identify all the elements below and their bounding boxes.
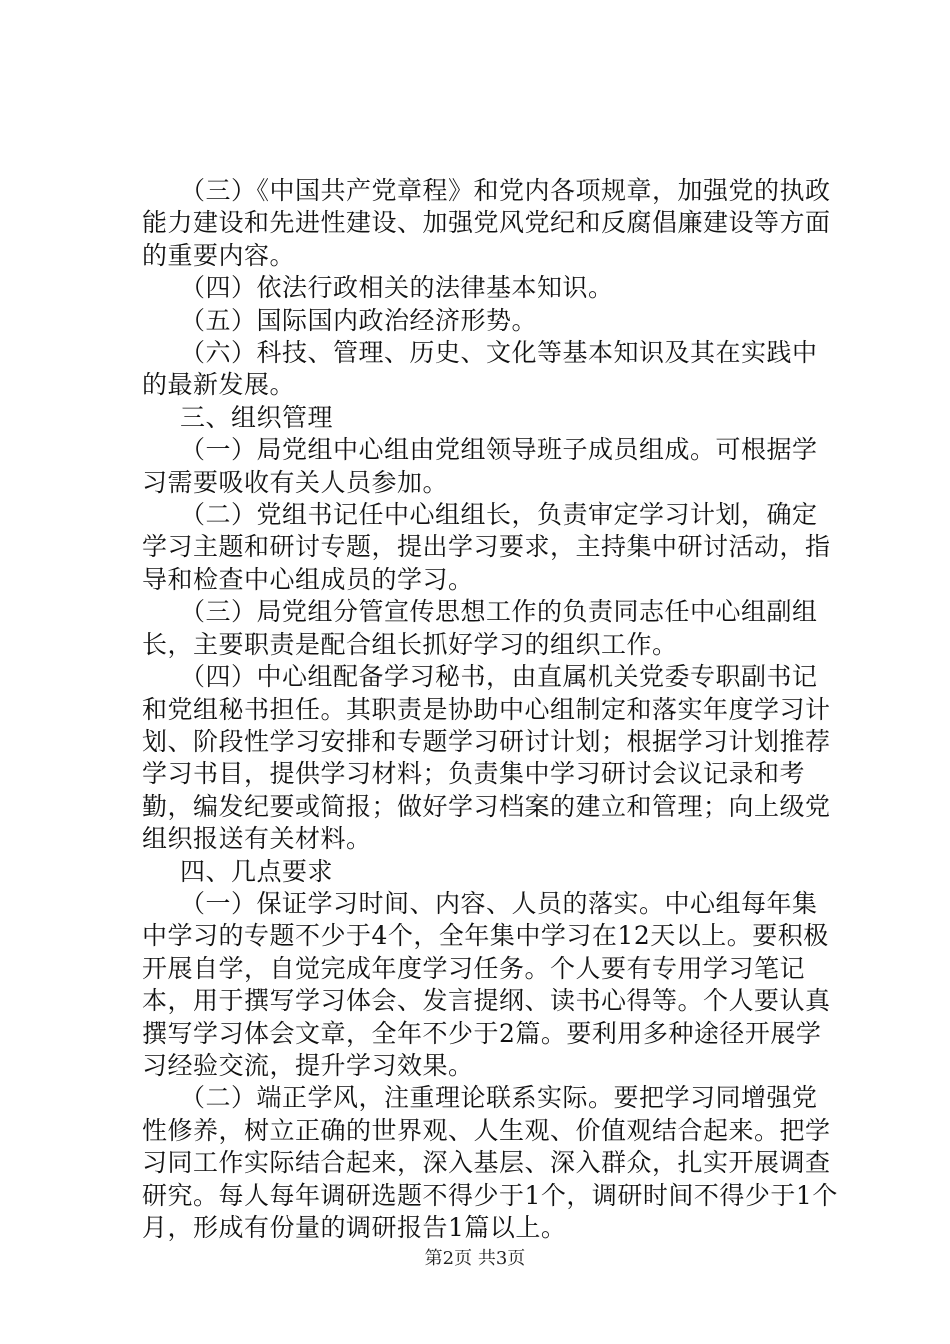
paragraph: （六）科技、管理、历史、文化等基本知识及其在实践中的最新发展。 (142, 338, 818, 400)
paragraph: （一）局党组中心组由党组领导班子成员组成。可根据学习需要吸收有关人员参加。 (142, 435, 818, 497)
paragraph: （四）中心组配备学习秘书，由直属机关党委专职副书记和党组秘书担任。其职责是协助中心组制定和落实年度学习计划、阶段性学习安排和专题学习研讨计划；根据学习计划推荐学习书目，提供学习材料；负责集中学习研讨会议记录和考勤，编发纪要或简报；做好学习档案的建立和管理；向上级党组织报送有关材料。 (142, 662, 831, 854)
paragraph: （二）党组书记任中心组组长，负责审定学习计划，确定学习主题和研讨专题，提出学习要求，主持集中研讨活动，指导和检查中心组成员的学习。 (142, 500, 831, 594)
document-body (142, 175, 842, 1244)
page-footer: 第2页 共3页 (424, 1248, 526, 1269)
paragraph: （一）保证学习时间、内容、人员的落实。中心组每年集中学习的专题不少于4个，全年集中学习在12天以上。要积极开展自学，自觉完成年度学习任务。个人要有专用学习笔记本，用于撰写学习体会、发言提纲、读书心得等。个人要认真撰写学习体会文章，全年不少于2篇。要利用多种途径开展学习经验交流，提升学习效果。 (142, 888, 831, 1080)
paragraph: （三）局党组分管宣传思想工作的负责同志任中心组副组长，主要职责是配合组长抓好学习的组织工作。 (142, 597, 818, 659)
paragraph: 三、组织管理 (180, 402, 334, 432)
paragraph: （五）国际国内政治经济形势。 (180, 305, 538, 335)
paragraph: （三）《中国共产党章程》和党内各项规章，加强党的执政能力建设和先进性建设、加强党风党纪和反腐倡廉建设等方面的重要内容。 (142, 176, 831, 270)
paragraph: 四、几点要求 (180, 856, 334, 886)
paragraph: （四）依法行政相关的法律基本知识。 (180, 273, 614, 303)
paragraph: （二）端正学风，注重理论联系实际。要把学习同增强党性修养，树立正确的世界观、人生观、价值观结合起来。把学习同工作实际结合起来，深入基层、深入群众，扎实开展调查研究。每人每年调研选题不得少于1个，调研时间不得少于1个月，形成有份量的调研报告1篇以上。 (142, 1083, 838, 1242)
